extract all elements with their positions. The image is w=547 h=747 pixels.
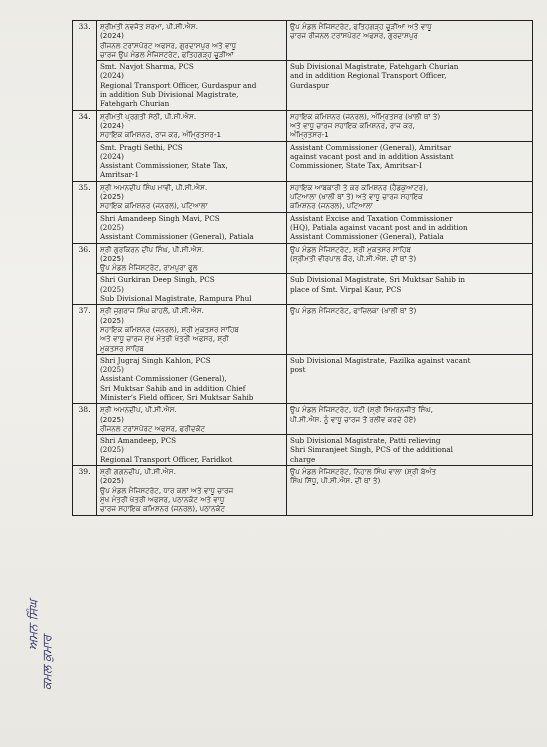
officer-english-line: Assistant Commissioner, State Tax, xyxy=(100,161,228,171)
officer-punjabi-line: ਰੀਜਨਲ ਟਰਾਂਸਪੋਰਟ ਅਫਸਰ, ਗੁਰਦਾਸਪੁਰ ਅਤੇ ਵਾਧੂ xyxy=(100,40,237,50)
officer-punjabi-line: (2025) xyxy=(100,476,124,486)
table-row xyxy=(73,181,533,212)
officer-punjabi-line: ਸਹਾਇਕ ਕਮਿਸ਼ਨਰ (ਜਨਰਲ), ਸ਼੍ਰੀ ਮੁਕਤਸਰ ਸਾਹਿਬ xyxy=(100,324,239,334)
officer-english xyxy=(97,212,287,243)
table-row xyxy=(73,61,533,110)
table-row xyxy=(73,466,533,515)
officer-punjabi-line: (2024) xyxy=(100,31,124,41)
posting-english xyxy=(287,141,533,181)
table-row xyxy=(73,274,533,305)
posting-punjabi-line: ਪਟਿਆਲਾ (ਖਾਲੀ ਥਾਂ ਤੇ) ਅਤੇ ਵਾਧੂ ਚਾਰਜ ਸਹਾਇਕ xyxy=(290,192,424,202)
serial-number: 37. xyxy=(73,305,97,404)
posting-punjabi-line: ਉਪ ਮੰਡਲ ਮੈਜਿਸਟਰੇਟ, ਫਾਜ਼ਿਲਕਾ (ਖਾਲੀ ਥਾਂ ਤੇ) xyxy=(290,306,417,316)
posting-english-line: Gurdaspur xyxy=(290,80,330,90)
officer-punjabi-line: ਸਹਾਇਕ ਕਮਿਸ਼ਨਰ, ਰਾਜ ਕਰ, ਅੰਮ੍ਰਿਤਸਰ-1 xyxy=(100,130,222,140)
officer-english xyxy=(97,61,287,110)
officer-punjabi xyxy=(97,110,287,141)
officer-english-line: Amritsar-1 xyxy=(100,170,140,180)
officer-english-line: Regional Transport Officer, Faridkot xyxy=(100,454,233,464)
officer-english-line: (2025) xyxy=(100,445,124,455)
transfer-table xyxy=(72,20,533,516)
officer-english-line: Shri Amandeep, PCS xyxy=(100,436,177,446)
posting-english xyxy=(287,274,533,305)
posting-punjabi-line: ਉਪ ਮੰਡਲ ਮੈਜਿਸਟਰੇਟ, ਪੱਟੀ (ਸ਼੍ਰੀ ਸਿਮਰਨਜੀਤ ਸਿੰਘ, xyxy=(290,405,433,415)
posting-punjabi-line: ਪੀ.ਸੀ.ਐਸ. ਨੂੰ ਵਾਧੂ ਚਾਰਜ ਤੋਂ ਰਲੀਵ ਕਰਦੇ ਹੋਏ) xyxy=(290,414,417,424)
officer-punjabi xyxy=(97,21,287,61)
officer-english-line: Sri Muktsar Sahib and in addition Chief xyxy=(100,383,246,393)
posting-punjabi xyxy=(287,21,533,61)
officer-punjabi-line: ਸ਼੍ਰੀਮਤੀ ਨਵਜੋਤ ਸ਼ਰਮਾ, ਪੀ.ਸੀ.ਐਸ. xyxy=(100,22,198,31)
officer-english-line: Fatehgarh Churian xyxy=(100,99,170,109)
officer-punjabi-line: (2024) xyxy=(100,120,124,130)
officer-punjabi xyxy=(97,243,287,274)
posting-punjabi-line: ਸਹਾਇਕ ਆਬਕਾਰੀ ਤੇ ਕਰ ਕਮਿਸ਼ਨਰ (ਹੈਡਕੁਆਟਰ), xyxy=(290,182,429,192)
officer-punjabi-line: ਸ਼੍ਰੀ ਗੁਰਕਿਰਨ ਦੀਪ ਸਿੰਘ, ਪੀ.ਸੀ.ਐਸ. xyxy=(100,244,205,254)
posting-english xyxy=(287,61,533,110)
serial-number: 33. xyxy=(73,21,97,111)
serial-number: 39. xyxy=(73,466,97,515)
officer-punjabi-line: ਸ਼੍ਰੀ ਅਮਨਦੀਪ, ਪੀ.ਸੀ.ਐਸ. xyxy=(100,405,177,415)
officer-english-line: (2025) xyxy=(100,365,124,375)
posting-english-line: Sub Divisional Magistrate, Sri Muktsar Sahib in xyxy=(290,275,466,285)
officer-english xyxy=(97,141,287,181)
posting-english-line: Sub Divisional Magistrate, Fazilka against vacant xyxy=(290,355,471,365)
posting-punjabi-line: ਕਮਿਸ਼ਨਰ (ਜਨਰਲ), ਪਟਿਆਲਾ xyxy=(290,201,373,211)
posting-punjabi xyxy=(287,110,533,141)
table-row xyxy=(73,110,533,141)
officer-english-line: Shri Gurkiran Deep Singh, PCS xyxy=(100,275,215,285)
officer-punjabi-line: ਉਪ ਮੰਡਲ ਮੈਜਿਸਟਰੇਟ, ਰਾਮਪੁਰਾ ਫੂਲ xyxy=(100,263,198,273)
posting-punjabi xyxy=(287,466,533,515)
posting-punjabi-line: (ਸ਼੍ਰੀਮਤੀ ਵੀਰਪਾਲ ਕੌਰ, ਪੀ.ਸੀ.ਐਸ. ਦੀ ਥਾਂ ਤੇ) xyxy=(290,253,417,263)
table-row xyxy=(73,404,533,435)
officer-punjabi-line: ਸ਼੍ਰੀ ਗਗਨਦੀਪ, ਪੀ.ਸੀ.ਐਸ. xyxy=(100,467,176,477)
officer-english xyxy=(97,354,287,403)
officer-english-line: Regional Transport Officer, Gurdaspur and xyxy=(100,80,257,90)
table-row xyxy=(73,141,533,181)
serial-number: 38. xyxy=(73,404,97,466)
posting-punjabi-line: ਅੰਮ੍ਰਿਤਸਰ-1 xyxy=(290,130,329,140)
handwritten-signature xyxy=(22,560,56,700)
officer-punjabi-line: ਚਾਰਜ ਉਪ ਮੰਡਲ ਮੈਜਿਸਟਰੇਟ, ਫਤਿਹਗੜ੍ਹ ਚੂੜੀਆਂ xyxy=(100,49,234,59)
serial-number: 35. xyxy=(73,181,97,243)
officer-punjabi-line: ਰੀਜਨਲ ਟਰਾਂਸਪੋਰਟ ਅਫਸਰ, ਫਰੀਦਕੋਟ xyxy=(100,423,206,433)
officer-punjabi-line: ਉਪ ਮੰਡਲ ਮੈਜਿਸਟਰੇਟ, ਧਾਰ ਕਲਾਂ ਅਤੇ ਵਾਧੂ ਚਾਰਜ xyxy=(100,485,234,495)
posting-punjabi-line: ਚਾਰਜ ਰੀਜਨਲ ਟਰਾਂਸਪੋਰਟ ਅਫਸਰ, ਗੁਰਦਾਸਪੁਰ xyxy=(290,31,418,41)
officer-english-line: Shri Jugraj Singh Kahlon, PCS xyxy=(100,355,211,365)
officer-punjabi-line: ਸ਼੍ਰੀ ਜੁਗਰਾਜ ਸਿੰਘ ਕਾਹਲੋਂ, ਪੀ.ਸੀ.ਐਸ. xyxy=(100,306,204,316)
table-row xyxy=(73,21,533,61)
officer-punjabi-line: ਸ਼੍ਰੀ ਅਮਨਦੀਪ ਸਿੰਘ ਮਾਵੀ, ਪੀ.ਸੀ.ਐਸ. xyxy=(100,182,208,192)
signature-line-1: ਅਮਨ ਸਿੰਘ xyxy=(26,599,40,650)
officer-punjabi xyxy=(97,404,287,435)
officer-punjabi-line: ਅਤੇ ਵਾਧੂ ਚਾਰਜ ਮੁੱਖ ਮੰਤਰੀ ਖੇਤਰੀ ਅਫਸਰ, ਸ਼੍ਰੀ xyxy=(100,334,229,344)
table-row xyxy=(73,305,533,354)
officer-english-line: Minister's Field officer, Sri Muktsar Sahib xyxy=(100,392,254,402)
signature-line-2: ਕਮਲ ਕੁਮਾਰ xyxy=(40,635,54,690)
officer-punjabi-line: ਸਹਾਇਕ ਕਮਿਸ਼ਨਰ (ਜਨਰਲ), ਪਟਿਆਲਾ xyxy=(100,201,208,211)
posting-english-line: Sub Divisional Magistrate, Patti relieving xyxy=(290,436,441,446)
posting-english xyxy=(287,212,533,243)
officer-english-line: Assistant Commissioner (General), xyxy=(100,374,227,384)
posting-punjabi xyxy=(287,181,533,212)
posting-punjabi-line: ਉਪ ਮੰਡਲ ਮੈਜਿਸਟਰੇਟ, ਸ਼੍ਰੀ ਮੁਕਤਸਰ ਸਾਹਿਬ xyxy=(290,244,411,254)
officer-english-line: Smt. Pragti Sethi, PCS xyxy=(100,142,183,152)
posting-english xyxy=(287,435,533,466)
officer-punjabi-line: ਚਾਰਜ ਸਹਾਇਕ ਕਮਿਸ਼ਨਰ (ਜਨਰਲ), ਪਠਾਨਕੋਟ xyxy=(100,504,226,514)
posting-english-line: Assistant Commissioner (General), Amritsar xyxy=(290,142,452,152)
posting-english-line: post xyxy=(290,365,306,375)
officer-punjabi-line: ਸ਼੍ਰੀਮਤੀ ਪ੍ਰਗਤੀ ਸੇਠੀ, ਪੀ.ਸੀ.ਐਸ. xyxy=(100,111,197,121)
officer-english xyxy=(97,435,287,466)
posting-english xyxy=(287,354,533,403)
officer-punjabi xyxy=(97,466,287,515)
posting-punjabi xyxy=(287,305,533,354)
serial-number: 34. xyxy=(73,110,97,181)
posting-english-line: and in addition Regional Transport Officer, xyxy=(290,71,447,81)
transfer-table-body xyxy=(73,21,533,516)
officer-punjabi xyxy=(97,181,287,212)
officer-english-line: (2025) xyxy=(100,284,124,294)
officer-english-line: Assistant Commissioner (General), Patiala xyxy=(100,232,254,242)
posting-punjabi xyxy=(287,404,533,435)
officer-english xyxy=(97,274,287,305)
posting-english-line: charge xyxy=(290,454,316,464)
posting-english-line: against vacant post and in addition Assistant xyxy=(290,151,454,161)
officer-english-line: (2025) xyxy=(100,222,124,232)
posting-english-line: Commissioner, State Tax, Amritsar-I xyxy=(290,161,422,171)
serial-number: 36. xyxy=(73,243,97,305)
posting-english-line: Sub Divisional Magistrate, Fatehgarh Churian xyxy=(290,62,459,72)
officer-punjabi-line: ਮੁਕਤਸਰ ਸਾਹਿਬ xyxy=(100,343,144,353)
officer-english-line: in addition Sub Divisional Magistrate, xyxy=(100,90,239,100)
officer-english-line: Smt. Navjot Sharma, PCS xyxy=(100,62,194,72)
officer-english-line: Shri Amandeep Singh Mavi, PCS xyxy=(100,213,220,223)
officer-punjabi-line: (2025) xyxy=(100,253,124,263)
posting-english-line: Assistant Excise and Taxation Commissioner xyxy=(290,213,453,223)
posting-punjabi-line: ਉਪ ਮੰਡਲ ਮੈਜਿਸਟਰੇਟ, ਨਿਹਾਲ ਸਿੰਘ ਵਾਲਾ (ਸ਼੍ਰੀ ਬੇਅੰਤ xyxy=(290,467,437,477)
posting-punjabi-line: ਉਪ ਮੰਡਲ ਮੈਜਿਸਟਰੇਟ, ਫਤਿਹਗੜ੍ਹ ਚੂੜੀਆਂ ਅਤੇ ਵਾਧੂ xyxy=(290,22,432,31)
posting-punjabi-line: ਅਤੇ ਵਾਧੂ ਚਾਰਜ ਸਹਾਇਕ ਕਮਿਸ਼ਨਰ, ਰਾਜ ਕਰ, xyxy=(290,120,415,130)
table-row xyxy=(73,354,533,403)
posting-english-line: Shri Simranjeet Singh, PCS of the additional xyxy=(290,445,453,455)
officer-punjabi-line: ਮੁੱਖ ਮੰਤਰੀ ਖੇਤਰੀ ਅਫਸਰ, ਪਠਾਨਕੋਟ ਅਤੇ ਵਾਧੂ xyxy=(100,494,225,504)
officer-punjabi-line: (2025) xyxy=(100,315,124,325)
officer-punjabi xyxy=(97,305,287,354)
officer-english-line: (2024) xyxy=(100,151,124,161)
officer-punjabi-line: (2025) xyxy=(100,414,124,424)
posting-punjabi xyxy=(287,243,533,274)
posting-english-line: Assistant Commissioner (General), Patiala xyxy=(290,232,444,242)
posting-punjabi-line: ਸਹਾਇਕ ਕਮਿਸ਼ਨਰ (ਜਨਰਲ), ਅੰਮ੍ਰਿਤਸਰ (ਖਾਲੀ ਥਾਂ ਤੇ) xyxy=(290,111,441,121)
officer-english-line: (2024) xyxy=(100,71,124,81)
table-row xyxy=(73,435,533,466)
posting-english-line: (HQ), Patiala against vacant post and in addition xyxy=(290,222,468,232)
posting-punjabi-line: ਸਿੰਘ ਸਿੱਧੂ, ਪੀ.ਸੀ.ਐਸ. ਦੀ ਥਾਂ ਤੇ) xyxy=(290,476,381,486)
table-row xyxy=(73,243,533,274)
table-row xyxy=(73,212,533,243)
posting-english-line: place of Smt. Virpal Kaur, PCS xyxy=(290,284,402,294)
officer-punjabi-line: (2025) xyxy=(100,192,124,202)
officer-english-line: Sub Divisional Magistrate, Rampura Phul xyxy=(100,294,252,304)
